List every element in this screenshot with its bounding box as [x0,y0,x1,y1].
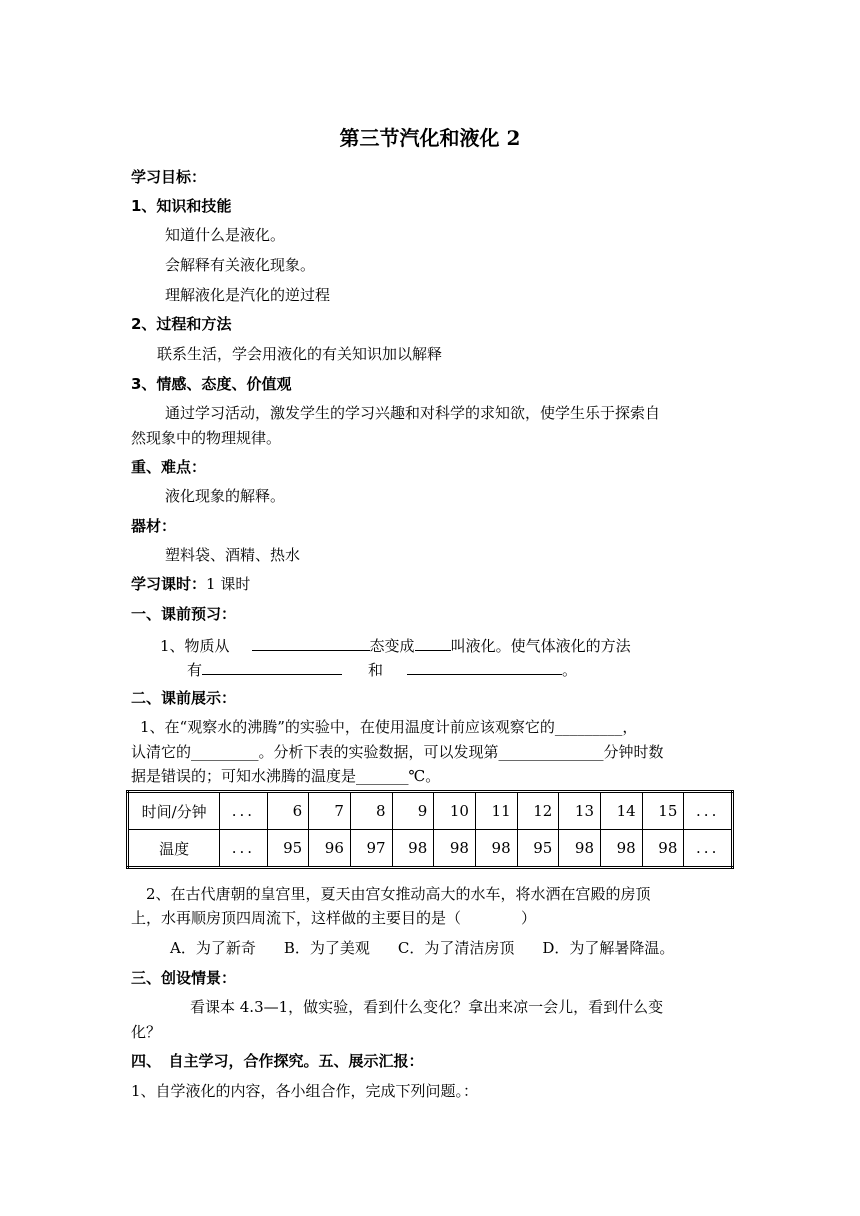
table-cell: ... [684,792,733,830]
table-cell: 6 [267,792,309,830]
option-d[interactable]: D．为了解暑降温。 [542,939,675,957]
option-c[interactable]: C．为了清洁房顶 [397,939,515,957]
table-cell: 15 [642,792,684,830]
materials-heading: 器材： [131,517,177,535]
goals-heading: 学习目标： [131,168,207,186]
show-question1-line1: 1、在“观察水的沸腾”的实验中，在使用温度计前应该观察它的_________， [140,718,638,736]
page-title: 第三节汽化和液化 2 [339,126,521,150]
show-question2-line2: 上，水再顺房顶四周流下，这样做的主要目的是（ ） [131,909,537,927]
process-text: 联系生活，学会用液化的有关知识加以解释 [157,345,443,363]
row-label-temperature: 温度 [128,830,220,868]
scenario-text-line2: 化？ [131,1023,162,1041]
preview-question-line1 [160,634,631,656]
table-cell: ... [684,830,733,868]
answer-blank[interactable] [202,658,342,675]
table-cell: 95 [517,830,559,868]
table-cell: 9 [392,792,434,830]
table-row [128,792,733,830]
materials-text: 塑料袋、酒精、热水 [165,546,301,564]
table-cell: 13 [559,792,601,830]
knowledge-item: 会解释有关液化现象。 [165,256,316,274]
show-heading: 二、课前展示： [131,689,237,707]
answer-blank[interactable] [252,634,370,651]
show-question1-line2: 认清它的_________。分析下表的实验数据，可以发现第______________分钟时数 [131,743,664,761]
preview-text: 叫液化。使气体液化的方法 [450,637,631,655]
preview-text: 有 [187,661,203,679]
table-cell: 10 [434,792,476,830]
table-cell: 14 [601,792,643,830]
table-cell: 98 [559,830,601,868]
table-row [128,830,733,868]
preview-text: 态变成 [369,637,415,655]
answer-options [170,938,674,958]
answer-blank[interactable] [407,658,562,675]
table-cell: ... [220,830,267,868]
answer-blank[interactable] [415,634,451,651]
knowledge-heading: 1、知识和技能 [131,197,232,215]
knowledge-item: 知道什么是液化。 [165,226,286,244]
option-a[interactable]: A．为了新奇 [170,939,256,957]
option-b[interactable]: B．为了美观 [283,939,370,957]
study-heading: 四、 自主学习，合作探究。五、展示汇报： [131,1052,424,1070]
table-cell: 12 [517,792,559,830]
table-cell: 98 [475,830,517,868]
keypoints-text: 液化现象的解释。 [165,487,286,505]
hours-line [131,574,250,594]
attitude-heading: 3、情感、态度、价值观 [131,375,292,393]
table-cell: 7 [309,792,351,830]
preview-text: 1、物质从 [160,637,230,655]
table-cell: 11 [475,792,517,830]
table-cell: 98 [601,830,643,868]
show-question1-line3: 据是错误的；可知水沸腾的温度是_______℃。 [131,767,441,785]
table-cell: 8 [350,792,392,830]
process-heading: 2、过程和方法 [131,315,232,333]
table-cell: 97 [350,830,392,868]
attitude-text-line1: 通过学习活动，激发学生的学习兴趣和对科学的求知欲，使学生乐于探索自 [165,404,661,422]
preview-text: 。 [562,661,578,679]
preview-question-line2 [187,658,577,680]
scenario-heading: 三、创设情景： [131,969,237,987]
knowledge-item: 理解液化是汽化的逆过程 [165,286,331,304]
row-label-time: 时间/分钟 [128,792,220,830]
boiling-data-table [126,790,734,869]
table-cell: ... [220,792,267,830]
preview-heading: 一、课前预习： [131,605,237,623]
study-text-line1: 1、自学液化的内容，各小组合作，完成下列问题。： [131,1082,479,1100]
preview-text: 和 [368,661,384,679]
keypoints-heading: 重、难点： [131,458,207,476]
hours-label: 学习课时： [131,575,207,593]
table-cell: 96 [309,830,351,868]
show-question2-line1: 2、在古代唐朝的皇宫里，夏天由宫女推动高大的水车，将水洒在宫殿的房顶 [146,885,651,903]
attitude-text-line2: 然现象中的物理规律。 [131,429,282,447]
hours-value: 1 课时 [206,575,251,593]
table-cell: 98 [434,830,476,868]
table-cell: 95 [267,830,309,868]
table-cell: 98 [642,830,684,868]
table-cell: 98 [392,830,434,868]
scenario-text-line1: 看课本 4.3—1，做实验，看到什么变化？拿出来凉一会儿，看到什么变 [190,998,664,1016]
